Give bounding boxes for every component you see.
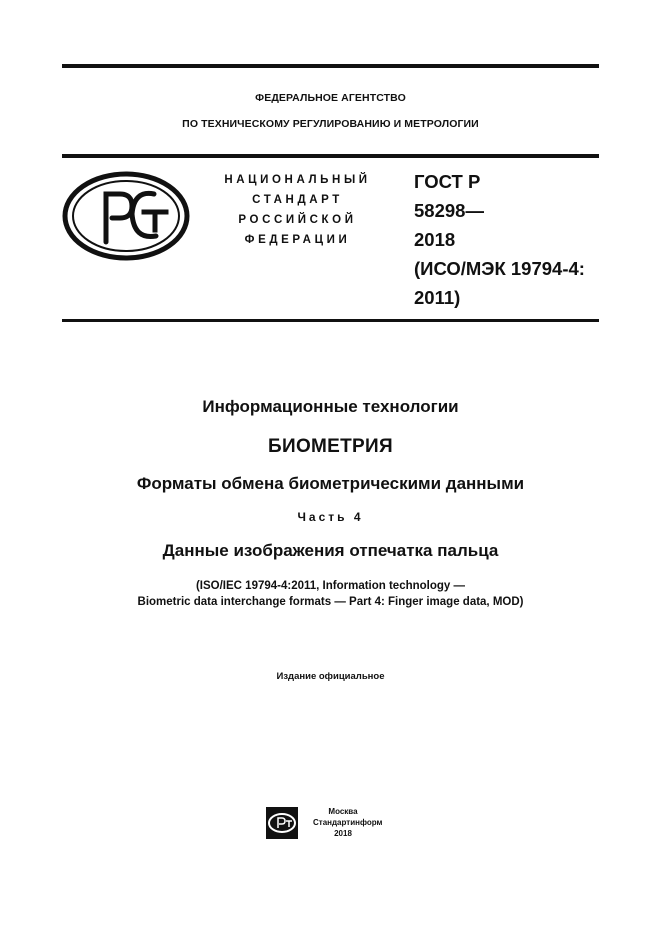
standartinform-logo-icon [265, 806, 299, 845]
national-line-1: НАЦИОНАЛЬНЫЙ [224, 174, 371, 186]
publisher-info [313, 806, 383, 839]
publisher-name: Стандартинформ [313, 818, 383, 827]
designation-line-4: (ИСО/МЭК 19794-4: [414, 258, 585, 279]
title-part: Часть 4 [297, 510, 364, 524]
designation-line-3: 2018 [414, 229, 456, 250]
title-part-name: Данные изображения отпечатка пальца [162, 541, 499, 560]
agency-line-1: ФЕДЕРАЛЬНОЕ АГЕНТСТВО [255, 92, 406, 104]
original-standard-reference [0, 578, 661, 610]
designation-line-1: ГОСТ Р [414, 171, 481, 192]
national-standard-label [205, 170, 390, 250]
title-main: БИОМЕТРИЯ [268, 436, 393, 457]
header-rule-bottom [62, 319, 599, 322]
top-rule [62, 64, 599, 68]
title-general: Информационные технологии [202, 397, 459, 416]
publisher-city: Москва [328, 807, 358, 816]
designation-line-2: 58298— [414, 200, 484, 221]
edition-label: Издание официальное [276, 671, 385, 682]
agency-line-2: ПО ТЕХНИЧЕСКОМУ РЕГУЛИРОВАНИЮ И МЕТРОЛОГИИ [182, 118, 479, 130]
original-line-1: (ISO/IEC 19794-4:2011, Information technology — [195, 580, 466, 592]
national-line-3: РОССИЙСКОЙ [238, 214, 357, 226]
national-line-4: ФЕДЕРАЦИИ [244, 234, 351, 246]
title-sub: Форматы обмена биометрическими данными [136, 474, 525, 493]
designation-line-5: 2011) [414, 287, 461, 308]
national-line-2: СТАНДАРТ [252, 194, 343, 206]
publisher-year: 2018 [334, 829, 352, 838]
header-rule-top [62, 154, 599, 158]
standard-designation [414, 167, 604, 312]
gost-r-logo-icon [62, 170, 190, 267]
original-line-2: Biometric data interchange formats — Part 4: Finger image data, MOD) [137, 596, 524, 608]
